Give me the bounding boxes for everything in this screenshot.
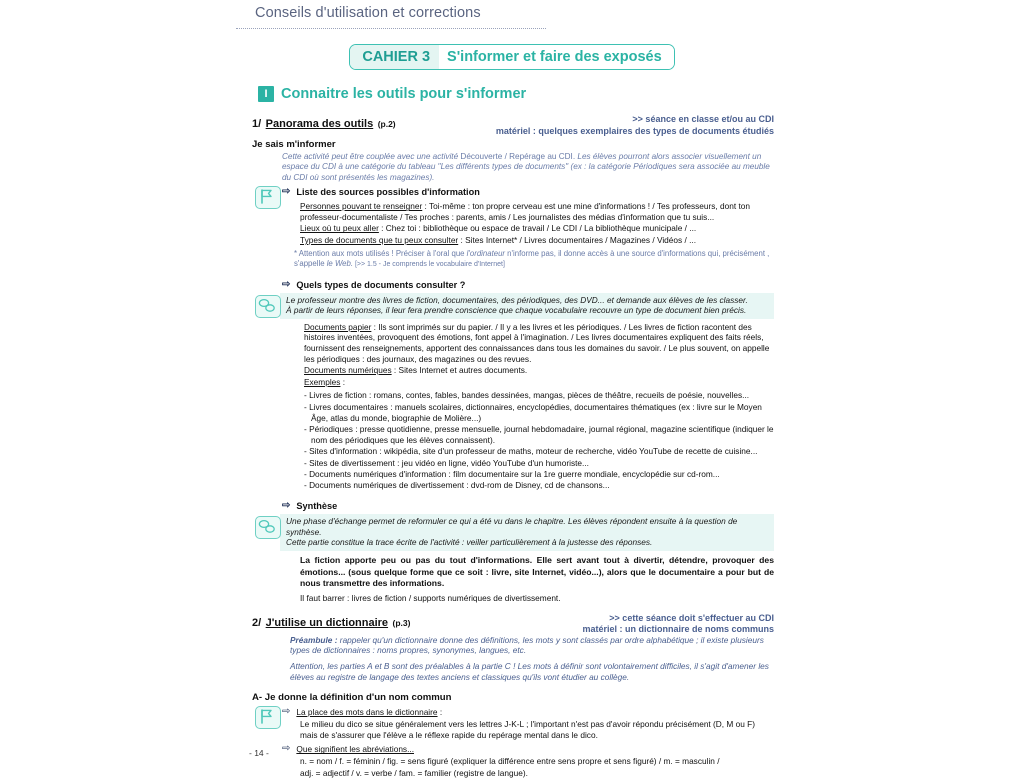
highlight2-line1: Une phase d'échange permet de reformuler ce qui a été vu dans le chapitre. Les élèves répondent ensuite à la question de synthèse. (286, 516, 738, 537)
running-head-divider (236, 28, 546, 29)
bullet1-line2-rest: : Chez toi : bibliothèque ou espace de travail / Le CDI / La bibliothèque municipale / ... (378, 223, 697, 234)
running-head (255, 5, 795, 21)
intro-note-part1: Cette activité peut être couplée avec une activité (282, 152, 461, 161)
speech-bubbles-icon-glyph (256, 296, 278, 315)
activity2-meta (582, 613, 774, 636)
bullet1-line1 (300, 201, 774, 222)
arrow-icon: ⇨ (282, 706, 291, 718)
activity1-header (252, 114, 774, 136)
synthesis-part-b: a pour but de nous transmettre des informations. (300, 566, 774, 589)
part-a-bullet1-colon: : (437, 707, 443, 718)
activity2-title: J'utilise un dictionnaire (265, 616, 389, 629)
footnote-part-b: n'informe pas, il donne accès à une source d'informations qui, précisément , s'appelle (294, 248, 770, 268)
arrow-icon: ⇨ (282, 186, 291, 198)
arrow-icon: ⇨ (282, 278, 291, 290)
bullet1-line2 (300, 223, 774, 234)
flag-icon-glyph (256, 707, 278, 726)
part-a-bullet2-line1: n. = nom / f. = féminin / fig. = sens figuré (expliquer la différence entre sens propre et sens figuré) / m. = masculin / (300, 756, 720, 767)
page-number: - 14 - (249, 748, 269, 758)
footnote-part-c: [>> 1.5 - Je comprends le vocabulaire d'Internet] (353, 260, 505, 268)
running-head-title: Conseils d'utilisation et corrections (255, 5, 481, 21)
synthesis-after: Il faut barrer : livres de fiction / supports numériques de divertissement. (300, 592, 561, 603)
section-title: Connaitre les outils pour s'informer (281, 86, 527, 102)
bullet1-line1-term: Personnes pouvant te renseigner (300, 201, 423, 212)
speech-bubbles-icon-glyph (256, 517, 278, 536)
activity1-footnote (294, 249, 774, 270)
bullet1-line1-rest: : Toi-même : ton propre cerveau est une mine d'informations ! / Tes professeurs, dont ton professeur-documentaliste / Tes proches : parents, amis / Les journalistes des médias d'information que tu suis... (300, 201, 751, 222)
part-a-bullet2-term: Que signifient les abréviations... (296, 744, 414, 755)
flag-icon (255, 706, 281, 729)
documents-papier-text: : Ils sont imprimés sur du papier. / Il y a les livres et les périodiques. / Les livres de fiction racontent des histoires inventées, provoquent des émotions, font appel à l'imagination. / Les livres documentaires expliquent des faits réels, fournissent des renseignements, apportent des connaissances dans tous les domaines du savoir. / Le plus souvent, on appelle les périodiques : des journaux, des magazines ou des revues. (304, 321, 770, 364)
bullet1-label: Liste des sources possibles d'information (296, 187, 480, 198)
document-content (252, 114, 774, 778)
part-a-bullet1-term: La place des mots dans le dictionnaire (296, 707, 438, 718)
list-item: - Sites de divertissement : jeu vidéo en ligne, vidéo YouTube d'un humoriste... (304, 457, 589, 468)
synthesis-bold: le documentaire (648, 566, 716, 577)
bullet3-block (252, 500, 774, 512)
bullet2-block (252, 279, 774, 291)
part-a-heading: A- Je donne la définition d'un nom commun (252, 692, 452, 704)
footnote-part-a: * Attention aux mots utilisés ! Préciser à l'oral que (294, 248, 467, 258)
section-badge: I (258, 86, 274, 102)
bullet2-label: Quels types de documents consulter ? (296, 279, 466, 290)
documents-numeriques-para (304, 365, 774, 376)
list-item: - Périodiques : presse quotidienne, presse mensuelle, journal hebdomadaire, journal régional, magazine scientifique (indiquer le nom des périodiques que les élèves connaissent). (304, 423, 774, 446)
intro-note-upright: Découverte / Repérage au CDI. (460, 152, 576, 161)
speech-bubbles-icon (255, 295, 281, 318)
arrow-icon: ⇨ (282, 743, 291, 755)
cahier-banner (0, 44, 1024, 75)
bullet1-line2-term: Lieux où tu peux aller (300, 223, 379, 234)
activity1-title: Panorama des outils (265, 118, 374, 130)
highlight-box-1 (280, 293, 774, 319)
bullet1-arrow-row (282, 186, 774, 198)
activity1-meta-line1: >> séance en classe et/ou au CDI (632, 114, 774, 124)
part-a-bullet1-row (282, 706, 774, 718)
arrow-icon: ⇨ (282, 500, 291, 512)
examples-label: Exemples (304, 376, 341, 387)
cahier-number: CAHIER 3 (350, 45, 439, 69)
highlight1-line1: Le professeur montre des livres de fiction, documentaires, des périodiques, des DVD... et demande aux élèves de les classer. (286, 294, 748, 305)
activity2-preamble (290, 635, 774, 656)
list-item: - Sites d'information : wikipédia, site d'un professeur de maths, moteur de recherche, vidéo YouTube de recette de cuisine... (304, 446, 758, 457)
examples-heading (304, 377, 774, 388)
documents-numeriques-text: : Sites Internet et autres documents. (391, 365, 528, 376)
activity1-number: 1/ (252, 118, 262, 130)
documents-papier-para (304, 322, 774, 364)
activity1-page-ref: (p.2) (377, 119, 396, 129)
preamble-text: rappeler qu'un dictionnaire donne des définitions, les mots y sont classés par ordre alphabétique ; il existe plusieurs types de dictionnaires : noms propres, synonymes, langues, etc. (290, 634, 764, 656)
preamble-label: Préambule : (290, 634, 338, 645)
activity1-meta-line2: matériel : quelques exemplaires des types de documents étudiés (495, 125, 774, 136)
bullet1-line3 (300, 235, 774, 246)
list-item: - Documents numériques de divertissement : dvd-rom de Disney, cd de chansons... (304, 479, 610, 490)
bullet1-block (252, 186, 774, 198)
bullet3-label: Synthèse (296, 501, 338, 512)
list-item: - Livres de fiction : romans, contes, fables, bandes dessinées, mangas, pièces de théâtre, recueils de poésie, nouvelles... (304, 390, 750, 401)
flag-icon-glyph (256, 187, 278, 206)
activity1-subhead: Je sais m'informer (252, 139, 336, 150)
footnote-italic-2: le Web. (326, 258, 353, 268)
list-item: - Documents numériques d'information : film documentaire sur la 1re guerre mondiale, encyclopédie sur cd-rom... (304, 468, 720, 479)
synthesis-part-a: La fiction apporte peu ou pas du tout d'informations. Elle sert avant tout à divertir, détendre, provoquer des émotions... (sous quelque forme que ce soit : livre, site Internet, vidéo...), alors que (300, 554, 774, 577)
flag-icon (255, 186, 281, 209)
activity2-meta-line2: matériel : un dictionnaire de noms communs (582, 624, 774, 635)
activity2-header (252, 612, 774, 635)
section-heading (258, 86, 526, 102)
bullet3-arrow-row (282, 500, 774, 512)
footnote-italic-1: l'ordinateur (466, 248, 506, 258)
examples-colon: : (340, 376, 346, 387)
part-a-bullet2-block (252, 743, 774, 755)
part-a-bullet2-row (282, 743, 774, 755)
documents-numeriques-label: Documents numériques (304, 365, 392, 376)
activity2-attention: Attention, les parties A et B sont des préalables à la partie C ! Les mots à définir sont volontairement difficiles, il s'agit d'amener les élèves au registre de langage des textes anciens et classiques qu'ils vont étudier au collège. (290, 660, 769, 682)
part-a-bullet1-block (252, 706, 774, 718)
highlight1-line2: À partir de leurs réponses, il leur fera prendre conscience que chaque vocabulaire recouvre un type de document bien précis. (286, 305, 747, 316)
activity1-meta (496, 114, 774, 137)
highlight2-line2: Cette partie constitue la trace écrite de l'activité : veiller particulièrement à la justesse des réponses. (286, 537, 653, 548)
list-item: - Livres documentaires : manuels scolaires, dictionnaires, encyclopédies, documentaires thématiques (ex : livre sur le Moyen Âge, atlas du monde, biographie de Molière...) (304, 401, 762, 423)
synthesis-paragraph (300, 555, 774, 590)
intro-note-part2: Les élèves pourront alors associer visuellement un espace du CDI à une catégorie du tableau "Les différents types de documents" (ex : la catégorie Périodiques sera associée au meuble du CDI où sont présentés les magazines). (282, 152, 770, 182)
activity2-meta-line1: >> cette séance doit s'effectuer au CDI (609, 612, 774, 623)
bullet1-line3-term: Types de documents que tu peux consulter (300, 235, 459, 245)
cahier-title: S'informer et faire des exposés (439, 45, 674, 69)
activity2-number: 2/ (252, 616, 262, 629)
highlight-box-2 (280, 514, 774, 551)
part-a-bullet2-line2: adj. = adjectif / v. = verbe / fam. = familier (registre de langue). (300, 767, 528, 778)
part-a-bullet1-text: Le milieu du dico se situe généralement vers les lettres J-K-L ; l'important n'est pas d'avoir répondu précisément (D, M ou F) mais de s'assurer que l'élève a le réflexe rapide du repérage mental dans le dico. (300, 719, 755, 740)
documents-papier-label: Documents papier (304, 321, 372, 332)
cahier-box (349, 44, 674, 70)
bullet2-arrow-row (282, 279, 774, 291)
activity2-page-ref: (p.3) (392, 617, 411, 628)
activity1-intro-note (282, 152, 774, 183)
bullet1-line3-rest: : Sites Internet* / Livres documentaires / Magazines / Vidéos / ... (458, 235, 697, 245)
speech-bubbles-icon (255, 516, 281, 539)
